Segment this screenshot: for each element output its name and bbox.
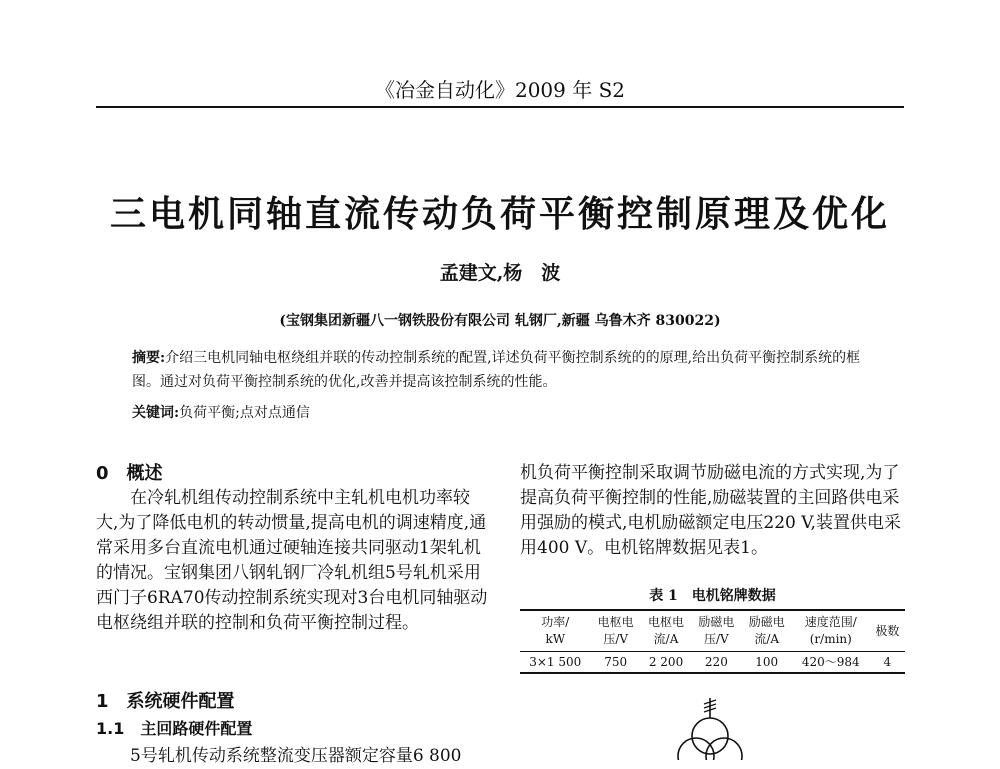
paper-title: 三电机同轴直流传动负荷平衡控制原理及优化 xyxy=(109,194,890,235)
col-header-field-current: 励磁电 流/A xyxy=(742,610,792,652)
col-header-armature-current: 电枢电 流/A xyxy=(641,610,691,652)
right-column-paragraph: 机负荷平衡控制采取调节励磁电流的方式实现,为了提高负荷平衡控制的性能,励磁装置的主回路供电采用强励的模式,电机励磁额定电压220 V,装置供电采用400 V。电机铭牌数据见表1。 xyxy=(520,463,901,558)
table-row xyxy=(520,652,905,674)
journal-header: 《冶金自动化》2009 年 S2 xyxy=(374,78,626,102)
col-header-field-voltage: 励磁电 压/V xyxy=(691,610,741,652)
authors: 孟建文,杨 波 xyxy=(439,262,561,284)
keywords-text: 负荷平衡;点对点通信 xyxy=(179,405,310,421)
motor-nameplate-table xyxy=(520,609,905,674)
section-1-1-paragraph: 5号轧机传动系统整流变压器额定容量6 800 xyxy=(130,746,462,766)
cell-power: 3×1 500 xyxy=(520,652,591,674)
cell-speed-range: 420～984 xyxy=(792,652,870,674)
section-1-heading: 1 系统硬件配置 xyxy=(96,691,235,712)
header-rule xyxy=(96,106,904,108)
section-0-heading: 0 概述 xyxy=(96,463,163,484)
transformer-diagram xyxy=(660,694,760,760)
cell-armature-voltage: 750 xyxy=(591,652,641,674)
abstract xyxy=(132,346,887,394)
table-1-caption: 表 1 电机铭牌数据 xyxy=(649,588,776,604)
table-header-row xyxy=(520,610,905,652)
affiliation: (宝钢集团新疆八一钢铁股份有限公司 轧钢厂,新疆 乌鲁木齐 830022) xyxy=(279,313,721,329)
winding-circle-right xyxy=(706,738,742,760)
cell-armature-current: 2 200 xyxy=(641,652,691,674)
col-header-armature-voltage: 电枢电 压/V xyxy=(591,610,641,652)
section-1-1-heading: 1.1 主回路硬件配置 xyxy=(96,719,253,738)
cell-field-voltage: 220 xyxy=(691,652,741,674)
cell-poles: 4 xyxy=(870,652,905,674)
keywords-label: 关键词: xyxy=(132,405,180,421)
abstract-label: 摘要: xyxy=(132,350,166,366)
col-header-speed-range: 速度范围/ (r/min) xyxy=(792,610,870,652)
col-header-poles: 极数 xyxy=(870,610,905,652)
keywords xyxy=(132,402,887,422)
cell-field-current: 100 xyxy=(742,652,792,674)
winding-circle-left xyxy=(678,738,714,760)
section-0-paragraph: 在冷轧机组传动控制系统中主轧机电机功率较大,为了降低电机的转动惯量,提高电机的调速精度,通常采用多台直流电机通过硬轴连接共同驱动1架轧机的情况。宝钢集团八钢轧钢厂冷轧机组5号轧机采用西门子6RA70传动控制系统实现对3台电机同轴驱动电枢绕组并联的控制和负荷平衡控制过程。 xyxy=(96,488,488,633)
col-header-power: 功率/ kW xyxy=(520,610,591,652)
winding-circle-top xyxy=(692,718,728,754)
abstract-text: 介绍三电机同轴电枢绕组并联的传动控制系统的配置,详述负荷平衡控制系统的的原理,给出负荷平衡控制系统的框图。通过对负荷平衡控制系统的优化,改善并提高该控制系统的性能。 xyxy=(132,350,861,390)
